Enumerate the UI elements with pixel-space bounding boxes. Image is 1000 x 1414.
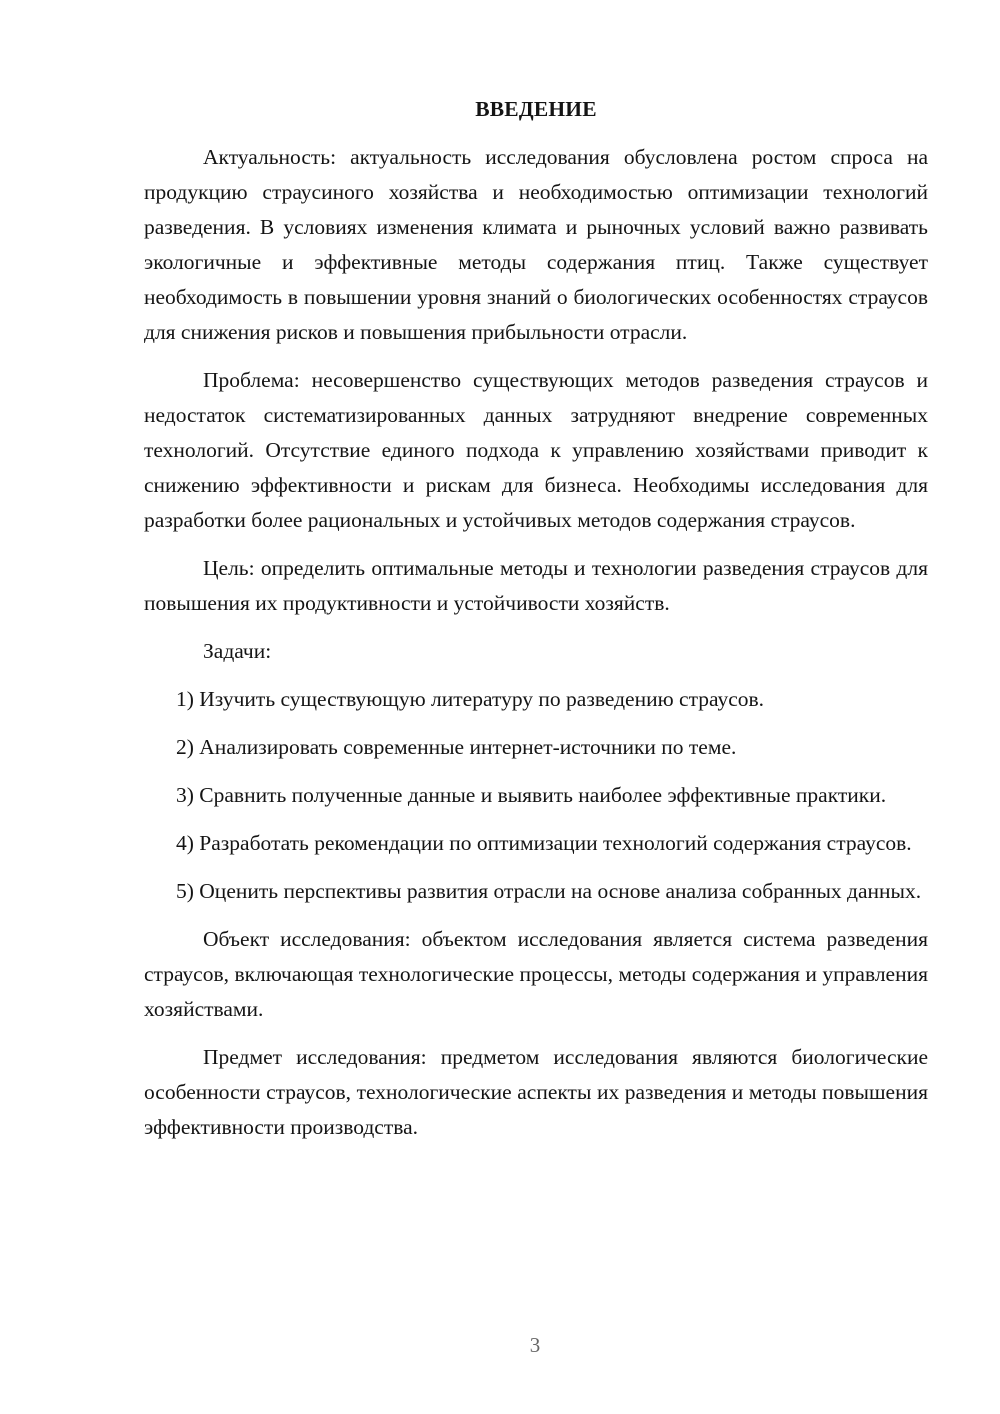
paragraph-goal: Цель: определить оптимальные методы и технологии разведения страусов для повышения их продуктивности и устойчивости хозяйств. xyxy=(144,556,928,615)
paragraph-object: Объект исследования: объектом исследования является система разведения страусов, включающая технологические процессы, методы содержания и управления хозяйствами. xyxy=(144,927,928,1021)
paragraph-subject: Предмет исследования: предметом исследования являются биологические особенности страусов, технологические аспекты их разведения и методы повышения эффективности производства. xyxy=(144,1045,928,1139)
tasks-heading: Задачи: xyxy=(203,639,272,663)
paragraph-problem: Проблема: несовершенство существующих методов разведения страусов и недостаток систематизированных данных затрудняют внедрение современных технологий. Отсутствие единого подхода к управлению хозяйствами приводит к снижению эффективности и рискам для бизнеса. Необходимы исследования для разработки более рациональных и устойчивых методов содержания страусов. xyxy=(144,368,928,532)
task-item-3: 3) Сравнить полученные данные и выявить наиболее эффективные практики. xyxy=(176,783,887,807)
document-page xyxy=(144,92,928,1145)
task-item-2: 2) Анализировать современные интернет-источники по теме. xyxy=(176,735,737,759)
task-item-1: 1) Изучить существующую литературу по разведению страусов. xyxy=(176,687,765,711)
task-item-4: 4) Разработать рекомендации по оптимизации технологий содержания страусов. xyxy=(176,831,912,855)
page-title: ВВЕДЕНИЕ xyxy=(475,97,597,121)
paragraph-relevance: Актуальность: актуальность исследования обусловлена ростом спроса на продукцию страусиного хозяйства и необходимостью оптимизации технологий разведения. В условиях изменения климата и рыночных условий важно развивать экологичные и эффективные методы содержания птиц. Также существует необходимость в повышении уровня знаний о биологических особенностях страусов для снижения рисков и повышения прибыльности отрасли. xyxy=(144,145,928,344)
task-item-5: 5) Оценить перспективы развития отрасли на основе анализа собранных данных. xyxy=(176,879,922,903)
page-number: 3 xyxy=(529,1333,541,1357)
